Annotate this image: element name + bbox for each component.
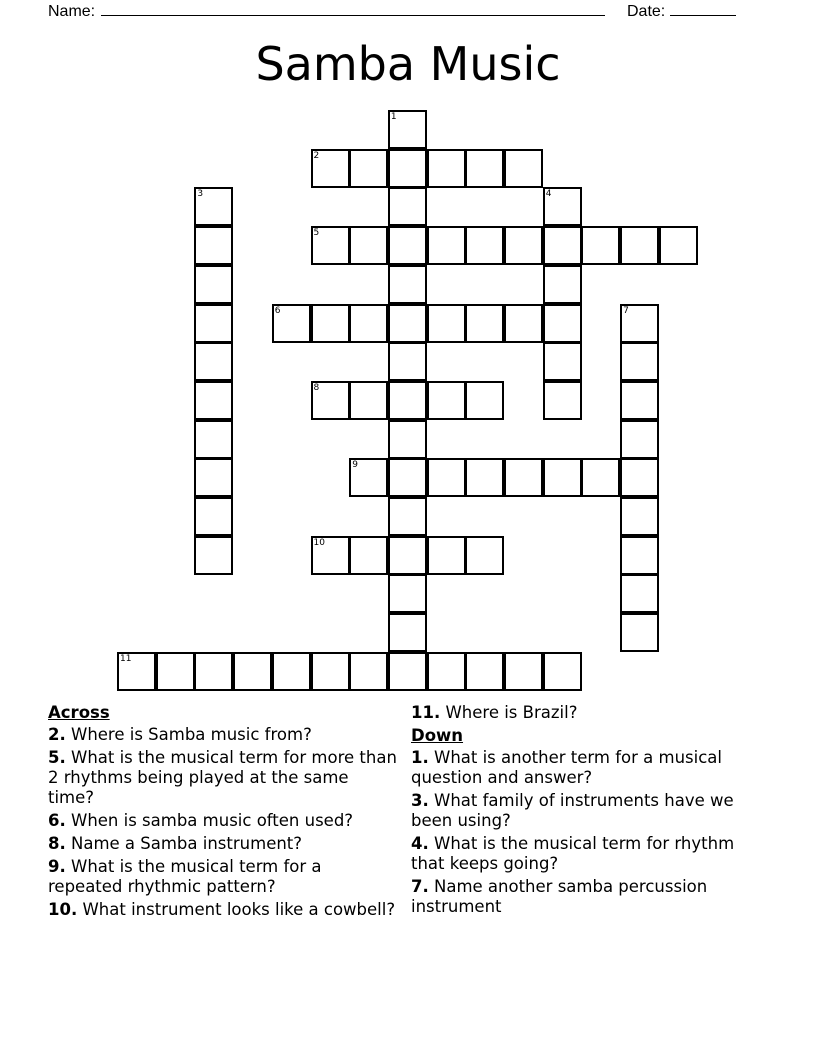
crossword-cell[interactable] [311, 149, 350, 188]
cell-number: 9 [352, 460, 358, 471]
clue-number: 11. [411, 703, 441, 722]
crossword-cell[interactable] [620, 613, 659, 652]
crossword-cell[interactable] [465, 652, 504, 691]
crossword-cell[interactable] [311, 652, 350, 691]
clue-down-4 [411, 834, 761, 874]
name-label: Name: [48, 3, 96, 20]
crossword-cell[interactable] [388, 149, 427, 188]
across-heading: Across [48, 703, 110, 722]
crossword-cell[interactable] [543, 652, 582, 691]
clue-across-6 [48, 811, 398, 831]
crossword-cell[interactable] [427, 652, 466, 691]
clue-across-10 [48, 900, 398, 920]
crossword-cell[interactable] [504, 652, 543, 691]
crossword-cell[interactable] [194, 226, 233, 265]
crossword-cell[interactable] [311, 304, 350, 343]
crossword-cell[interactable] [349, 149, 388, 188]
crossword-cell[interactable] [388, 381, 427, 420]
crossword-cell[interactable] [620, 381, 659, 420]
clue-number: 1. [411, 748, 429, 767]
cell-number: 10 [313, 537, 325, 548]
crossword-cell[interactable] [659, 226, 698, 265]
clue-text: What family of instruments have we been using? [411, 791, 734, 830]
crossword-cell[interactable] [427, 458, 466, 497]
clue-number: 7. [411, 877, 429, 896]
clue-across-9 [48, 857, 398, 897]
crossword-cell[interactable] [620, 342, 659, 381]
crossword-cell[interactable] [349, 381, 388, 420]
clue-text: Name another samba percussion instrument [411, 877, 708, 916]
crossword-cell[interactable] [504, 304, 543, 343]
cell-number: 6 [274, 305, 281, 316]
clues-right-column [411, 703, 761, 920]
crossword-cell[interactable] [388, 304, 427, 343]
crossword-cell[interactable] [349, 226, 388, 265]
crossword-cell[interactable] [194, 652, 233, 691]
crossword-cell[interactable] [388, 458, 427, 497]
crossword-cell[interactable] [194, 304, 233, 343]
crossword-cell[interactable] [388, 652, 427, 691]
clue-number: 8. [48, 834, 66, 853]
crossword-cell[interactable] [620, 420, 659, 459]
cell-number: 2 [313, 150, 320, 161]
crossword-cell[interactable] [504, 458, 543, 497]
crossword-cell[interactable] [543, 187, 582, 226]
crossword-cell[interactable] [543, 381, 582, 420]
cell-number: 5 [313, 228, 320, 239]
crossword-cell[interactable] [194, 187, 233, 226]
crossword-cell[interactable] [388, 265, 427, 304]
clue-text: What is the musical term for more than 2 rhythms being played at the same time? [48, 748, 397, 807]
down-heading: Down [411, 726, 464, 745]
clue-number: 2. [48, 725, 66, 744]
cell-number: 1 [390, 112, 397, 122]
cell-number: 11 [120, 653, 132, 664]
crossword-cell[interactable] [465, 304, 504, 343]
clues-left-column [48, 703, 398, 923]
crossword-cell[interactable] [465, 458, 504, 497]
clue-down-1 [411, 748, 761, 788]
clue-across-5 [48, 748, 398, 808]
page-title: Samba Music [255, 37, 561, 91]
crossword-cell[interactable] [427, 536, 466, 575]
crossword-cell[interactable] [543, 265, 582, 304]
crossword-cell[interactable] [194, 420, 233, 459]
cell-number: 3 [197, 189, 204, 200]
crossword-cell[interactable] [543, 458, 582, 497]
crossword-cell[interactable] [156, 652, 195, 691]
crossword-cell[interactable] [388, 420, 427, 459]
crossword-cell[interactable] [194, 497, 233, 536]
crossword-cell[interactable] [117, 652, 156, 691]
crossword-cell[interactable] [388, 536, 427, 575]
clue-down-3 [411, 791, 761, 831]
clue-number: 5. [48, 748, 66, 767]
crossword-cell[interactable] [543, 304, 582, 343]
crossword-cell[interactable] [194, 342, 233, 381]
crossword-cell[interactable] [620, 458, 659, 497]
clue-number: 10. [48, 900, 78, 919]
crossword-cell[interactable] [620, 574, 659, 613]
clue-text: What is the musical term for rhythm that keeps going? [411, 834, 735, 873]
crossword-cell[interactable] [543, 342, 582, 381]
clue-number: 6. [48, 811, 66, 830]
crossword-cell[interactable] [465, 536, 504, 575]
crossword-cell[interactable] [388, 574, 427, 613]
clue-down-7 [411, 877, 761, 917]
crossword-cell[interactable] [388, 342, 427, 381]
crossword-cell[interactable] [311, 536, 350, 575]
crossword-cell[interactable] [272, 304, 311, 343]
clue-across-8 [48, 834, 398, 854]
crossword-cell[interactable] [504, 226, 543, 265]
clue-text: What instrument looks like a cowbell? [82, 900, 396, 919]
crossword-cell[interactable] [543, 226, 582, 265]
crossword-cell[interactable] [465, 381, 504, 420]
clue-text: What is the musical term for a repeated rhythmic pattern? [48, 857, 322, 896]
crossword-cell[interactable] [233, 652, 272, 691]
clue-number: 9. [48, 857, 66, 876]
crossword-cell[interactable] [194, 536, 233, 575]
crossword-cell[interactable] [194, 265, 233, 304]
crossword-cell[interactable] [427, 304, 466, 343]
clue-across-2 [48, 725, 398, 745]
crossword-cell[interactable] [349, 304, 388, 343]
crossword-cell[interactable] [427, 381, 466, 420]
clue-text: What is another term for a musical question and answer? [411, 748, 722, 787]
clue-text: When is samba music often used? [71, 811, 354, 830]
crossword-cell[interactable] [427, 149, 466, 188]
crossword-cell[interactable] [388, 226, 427, 265]
crossword-cell[interactable] [427, 226, 466, 265]
crossword-cell[interactable] [311, 381, 350, 420]
crossword-cell[interactable] [620, 226, 659, 265]
crossword-cell[interactable] [465, 226, 504, 265]
crossword-cell[interactable] [620, 536, 659, 575]
crossword-cell[interactable] [349, 458, 388, 497]
clue-text: Where is Brazil? [445, 703, 578, 722]
date-label: Date: [627, 3, 666, 20]
clue-text: Name a Samba instrument? [71, 834, 303, 853]
crossword-cell[interactable] [349, 652, 388, 691]
crossword-cell[interactable] [388, 497, 427, 536]
crossword-cell[interactable] [620, 304, 659, 343]
crossword-cell[interactable] [620, 497, 659, 536]
crossword-cell[interactable] [388, 110, 427, 149]
cell-number: 8 [313, 382, 320, 393]
crossword-cell[interactable] [388, 613, 427, 652]
crossword-cell[interactable] [388, 187, 427, 226]
crossword-cell[interactable] [349, 536, 388, 575]
clue-number: 4. [411, 834, 429, 853]
crossword-cell[interactable] [581, 226, 620, 265]
clue-number: 3. [411, 791, 429, 810]
crossword-cell[interactable] [194, 381, 233, 420]
crossword-cell[interactable] [194, 458, 233, 497]
cell-number: 4 [545, 189, 552, 200]
clue-across-11 [411, 703, 761, 723]
crossword-cell[interactable] [311, 226, 350, 265]
crossword-cell[interactable] [465, 149, 504, 188]
clue-text: Where is Samba music from? [71, 725, 312, 744]
cell-number: 7 [623, 305, 629, 316]
crossword-cell[interactable] [581, 458, 620, 497]
crossword-cell[interactable] [272, 652, 311, 691]
crossword-cell[interactable] [504, 149, 543, 188]
